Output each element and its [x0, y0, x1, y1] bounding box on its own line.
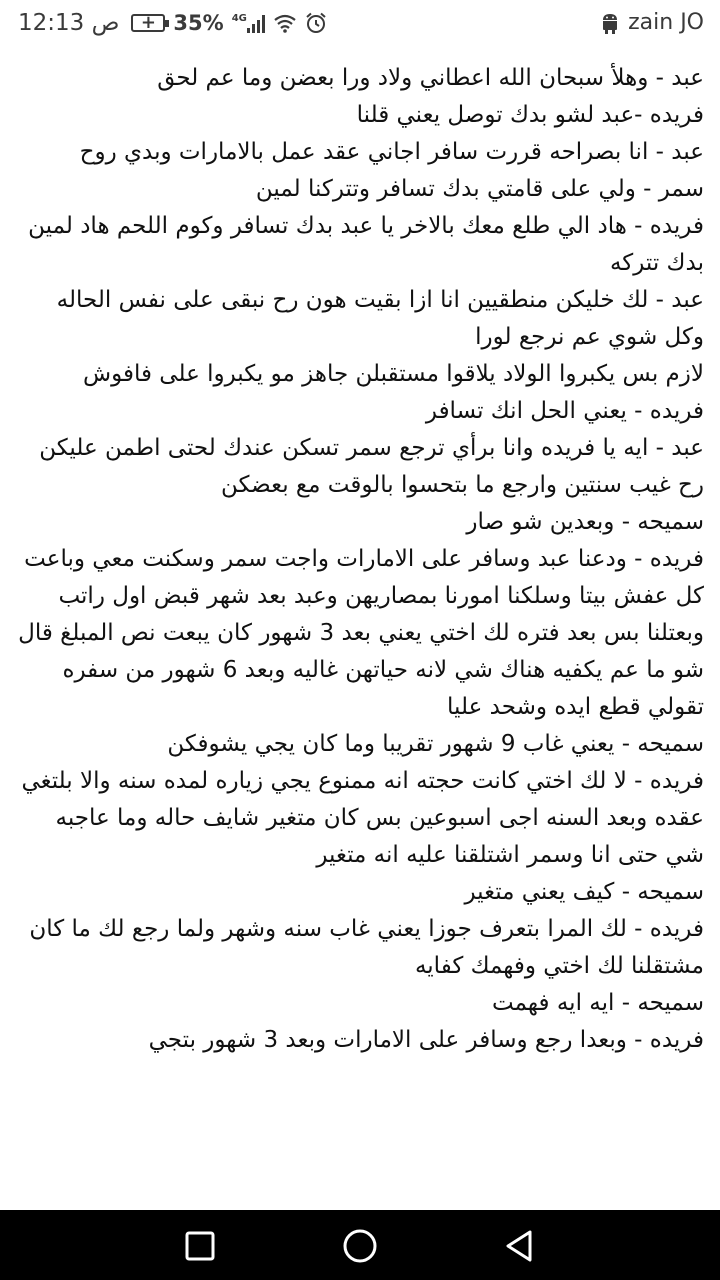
home-button[interactable]	[338, 1224, 382, 1268]
document-line: عبد - وهلأ سبحان الله اعطاني ولاد ورا بعضن وما عم لحق	[157, 65, 704, 91]
clock: 12:13 ص	[18, 10, 120, 36]
document-line: فريده - يعني الحل انك تسافر	[425, 398, 704, 424]
battery-percent: 35%	[173, 11, 224, 35]
document-line: سميحه - وبعدين شو صار	[466, 509, 704, 535]
document-scroll-area[interactable]	[0, 28, 720, 1210]
document-line: سميحه - يعني غاب 9 شهور تقريبا وما كان يجي يشوفكن	[167, 731, 704, 757]
document-line: لازم بس يكبروا الولاد يلاقوا مستقبلن جاهز مو يكبروا على فافوش	[83, 361, 704, 387]
document-line: فريده - لك المرا بتعرف جوزا يعني غاب سنه وشهر ولما رجع لك ما كان مشتقلنا لك اختي وفهمك كفايه	[29, 916, 704, 979]
carrier-name: zain JO	[628, 10, 704, 35]
battery-icon: +	[131, 14, 165, 32]
document-line: سمر - ولي على قامتي بدك تسافر وتتركنا لمين	[255, 176, 704, 202]
document-line: سميحه - كيف يعني متغير	[464, 879, 704, 905]
document-line: فريده - ودعنا عبد وسافر على الامارات واجت سمر وسكنت معي وباعت كل عفش بيتا وسلكنا امورنا بمصاريهن وعبد بعد شهر قبض اول راتب وبعتلنا بس بعد فتره لك اختي يعني بعد 3 شهور كان يبعت نص المبلغ قال شو ما عم يكفيه هناك شي لانه حياتهن غاليه وبعد 6 شهور من سفره تقولي قطع ايده وشحد عليا	[18, 546, 704, 720]
recents-button[interactable]	[178, 1224, 222, 1268]
document-line: فريده - لا لك اختي كانت حجته انه ممنوع يجي زياره لمده سنه والا بلتغي عقده وبعد السنه اجى اسبوعين بس كان متغير شايف حاله وما عاجبه شي حتى انا وسمر اشتلقنا عليه انه متغير	[21, 768, 704, 868]
document-line: فريده - وبعدا رجع وسافر على الامارات وبعد 3 شهور بتجي	[148, 1027, 704, 1053]
document-line: فريده -عبد لشو بدك توصل يعني قلنا	[356, 102, 704, 128]
document-line: عبد - ايه يا فريده وانا برأي ترجع سمر تسكن عندك لحتى اطمن عليكن رح غيب سنتين وارجع ما بتحسوا بالوقت مع بعضكن	[39, 435, 704, 498]
document-text	[14, 60, 704, 1059]
document-line: عبد - انا بصراحه قررت سافر اجاني عقد عمل بالامارات وبدي روح	[79, 139, 704, 165]
signal-icon: 4G	[232, 13, 265, 33]
document-line: فريده - هاد الي طلع معك بالاخر يا عبد بدك تسافر وكوم اللحم هاد لمين بدك تتركه	[28, 213, 704, 276]
navigation-bar	[0, 1210, 720, 1280]
document-line: عبد - لك خليكن منطقيين انا ازا بقيت هون رح نبقى على نفس الحاله وكل شوي عم نرجع لورا	[56, 287, 704, 350]
back-button[interactable]	[498, 1224, 542, 1268]
document-line: سميحه - ايه ايه فهمت	[492, 990, 704, 1016]
